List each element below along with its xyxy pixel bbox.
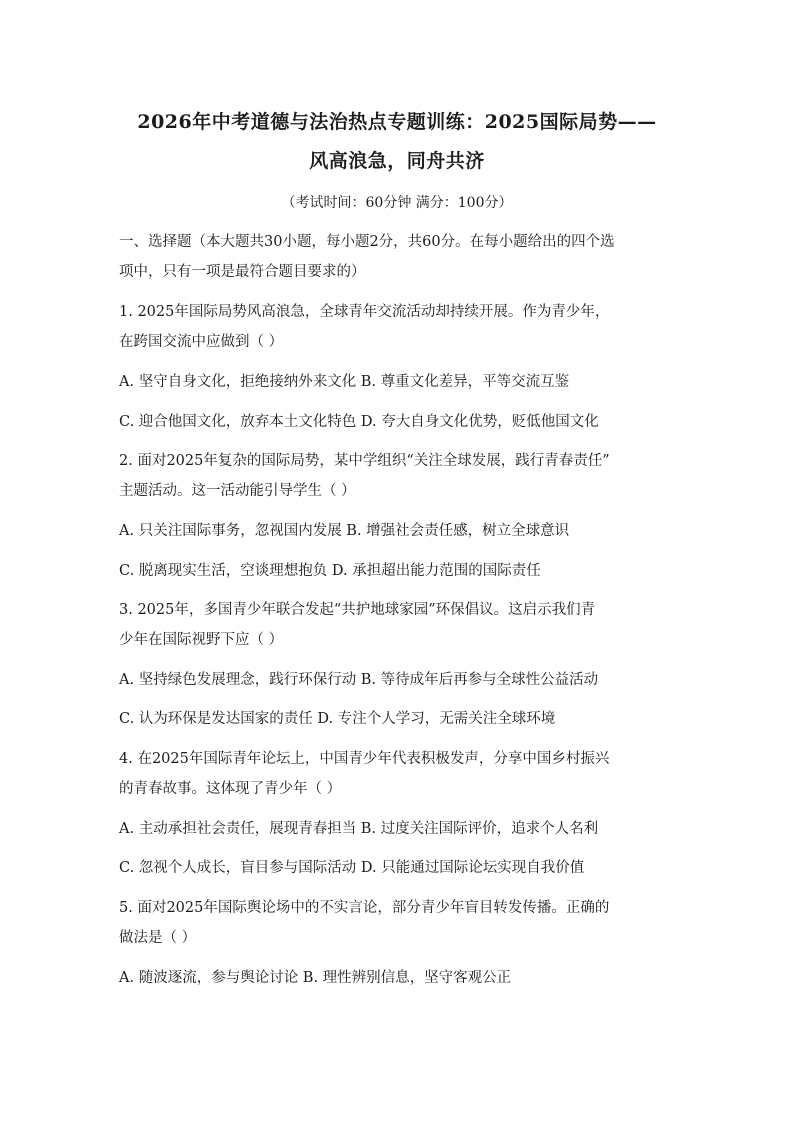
section-heading-line1: 一、选择题（本大题共30小题，每小题2分，共60分。在每小题给出的四个选	[119, 234, 615, 250]
question-2-options-line2: C. 脱离现实生活，空谈理想抱负 D. 承担超出能力范围的国际责任	[119, 563, 541, 579]
question-2-stem-line1: 2. 面对2025年复杂的国际局势，某中学组织“关注全球发展，践行青春责任”	[119, 453, 610, 469]
question-1-stem-line2: 在跨国交流中应做到（ ）	[119, 334, 284, 350]
question-4-options-line1: A. 主动承担社会责任，展现青春担当 B. 过度关注国际评价，追求个人名利	[119, 821, 599, 837]
question-4-stem-line1: 4. 在2025年国际青年论坛上，中国青少年代表积极发声，分享中国乡村振兴	[119, 751, 610, 767]
question-1-stem-line1: 1. 2025年国际局势风高浪急，全球青年交流活动却持续开展。作为青少年，	[119, 304, 610, 320]
question-5-options-line1: A. 随波逐流，参与舆论讨论 B. 理性辨别信息，坚守客观公正	[119, 970, 512, 986]
question-3-options-line2: C. 认为环保是发达国家的责任 D. 专注个人学习，无需关注全球环境	[119, 711, 556, 727]
document-title-line1: 2026年中考道德与法治热点专题训练：2025国际局势——	[137, 111, 657, 133]
question-2-options-line1: A. 只关注国际事务，忽视国内发展 B. 增强社会责任感，树立全球意识	[119, 523, 570, 539]
section-heading-line2: 项中，只有一项是最符合题目要求的）	[119, 264, 366, 280]
question-4-options-line2: C. 忽视个人成长，盲目参与国际活动 D. 只能通过国际论坛实现自我价值	[119, 860, 585, 876]
question-1-options-line1: A. 坚守自身文化，拒绝接纳外来文化 B. 尊重文化差异，平等交流互鉴	[119, 374, 570, 390]
question-3-stem-line1: 3. 2025年，多国青少年联合发起“共护地球家园”环保倡议。这启示我们青	[119, 602, 596, 618]
question-4-stem-line2: 的青春故事。这体现了青少年（ ）	[119, 781, 342, 797]
question-1-options-line2: C. 迎合他国文化，放弃本土文化特色 D. 夸大自身文化优势，贬低他国文化	[119, 414, 599, 430]
question-5-stem-line2: 做法是（ ）	[119, 930, 197, 946]
question-3-options-line1: A. 坚持绿色发展理念，践行环保行动 B. 等待成年后再参与全球性公益活动	[119, 672, 599, 688]
question-5-stem-line1: 5. 面对2025年国际舆论场中的不实言论，部分青少年盲目转发传播。正确的	[119, 900, 610, 916]
question-3-stem-line2: 少年在国际视野下应（ ）	[119, 632, 284, 648]
document-title-line2: 风高浪急，同舟共济	[309, 150, 485, 172]
exam-info: （考试时间：60分钟 满分：100分）	[281, 195, 513, 211]
question-2-stem-line2: 主题活动。这一活动能引导学生（ ）	[119, 483, 356, 499]
